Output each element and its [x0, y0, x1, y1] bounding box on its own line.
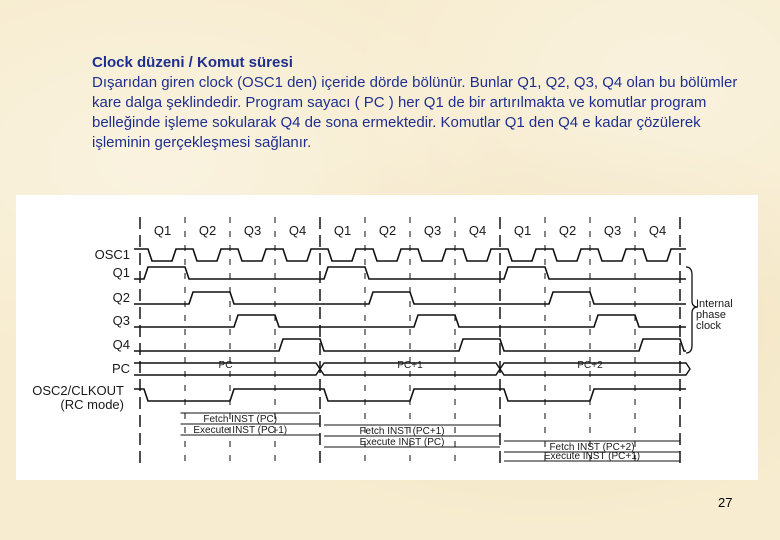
slide-title: Clock düzeni / Komut süresi [92, 54, 293, 71]
phase-label-q2: Q2 [378, 223, 397, 238]
execute-inst-label: Execute INST (PC+1) [543, 451, 641, 462]
signal-label-osc1: OSC1 [94, 247, 130, 262]
fetch-inst-label: Fetch INST (PC) [203, 414, 278, 425]
timing-diagram [16, 195, 758, 480]
timing-diagram-svg [16, 195, 758, 480]
phase-label-q3: Q3 [603, 223, 622, 238]
page-number: 27 [718, 495, 733, 510]
pc-value-label: PC [218, 360, 233, 371]
slide-body-text: Dışarıdan giren clock (OSC1 den) içeride dörde bölünür. Bunlar Q1, Q2, Q3, Q4 olan bu bölümler kare dalga şeklindedir. Program sayacı ( PC ) her Q1 de bir artırılmakta ve komutlar program belleğinde işleme sokularak Q4 de sona ermektedir. Komutlar Q1 den Q4 e kadar çözülerek işleminin gerçekleşmesi sağlanır. [92, 74, 738, 151]
phase-label-q1: Q1 [153, 223, 172, 238]
phase-label-q4: Q4 [288, 223, 307, 238]
phase-label-q2: Q2 [198, 223, 217, 238]
signal-label-pc: PC [111, 361, 130, 376]
phase-label-q3: Q3 [423, 223, 442, 238]
signal-label-q1: Q1 [112, 265, 130, 280]
phase-label-q4: Q4 [648, 223, 667, 238]
phase-label-q1: Q1 [513, 223, 532, 238]
internal-phase-clock-label: Internal [696, 298, 733, 310]
fetch-inst-label: Fetch INST (PC+2) [549, 442, 635, 453]
phase-label-q1: Q1 [333, 223, 352, 238]
execute-inst-label: Execute INST (PC-1) [193, 425, 288, 436]
signal-label-q2: Q2 [112, 290, 130, 305]
pc-value-label: PC+2 [577, 360, 603, 371]
pc-value-label: PC+1 [397, 360, 423, 371]
fetch-inst-label: Fetch INST (PC+1) [359, 426, 445, 437]
internal-phase-clock-label: clock [696, 320, 722, 332]
signal-label-q3: Q3 [112, 313, 130, 328]
signal-label-rc-mode: (RC mode) [60, 397, 124, 412]
internal-phase-clock-label: phase [696, 309, 726, 321]
signal-label-osc2-clkout: OSC2/CLKOUT [32, 383, 124, 398]
phase-label-q3: Q3 [243, 223, 262, 238]
phase-label-q4: Q4 [468, 223, 487, 238]
execute-inst-label: Execute INST (PC) [359, 437, 445, 448]
phase-label-q2: Q2 [558, 223, 577, 238]
signal-label-q4: Q4 [112, 337, 130, 352]
